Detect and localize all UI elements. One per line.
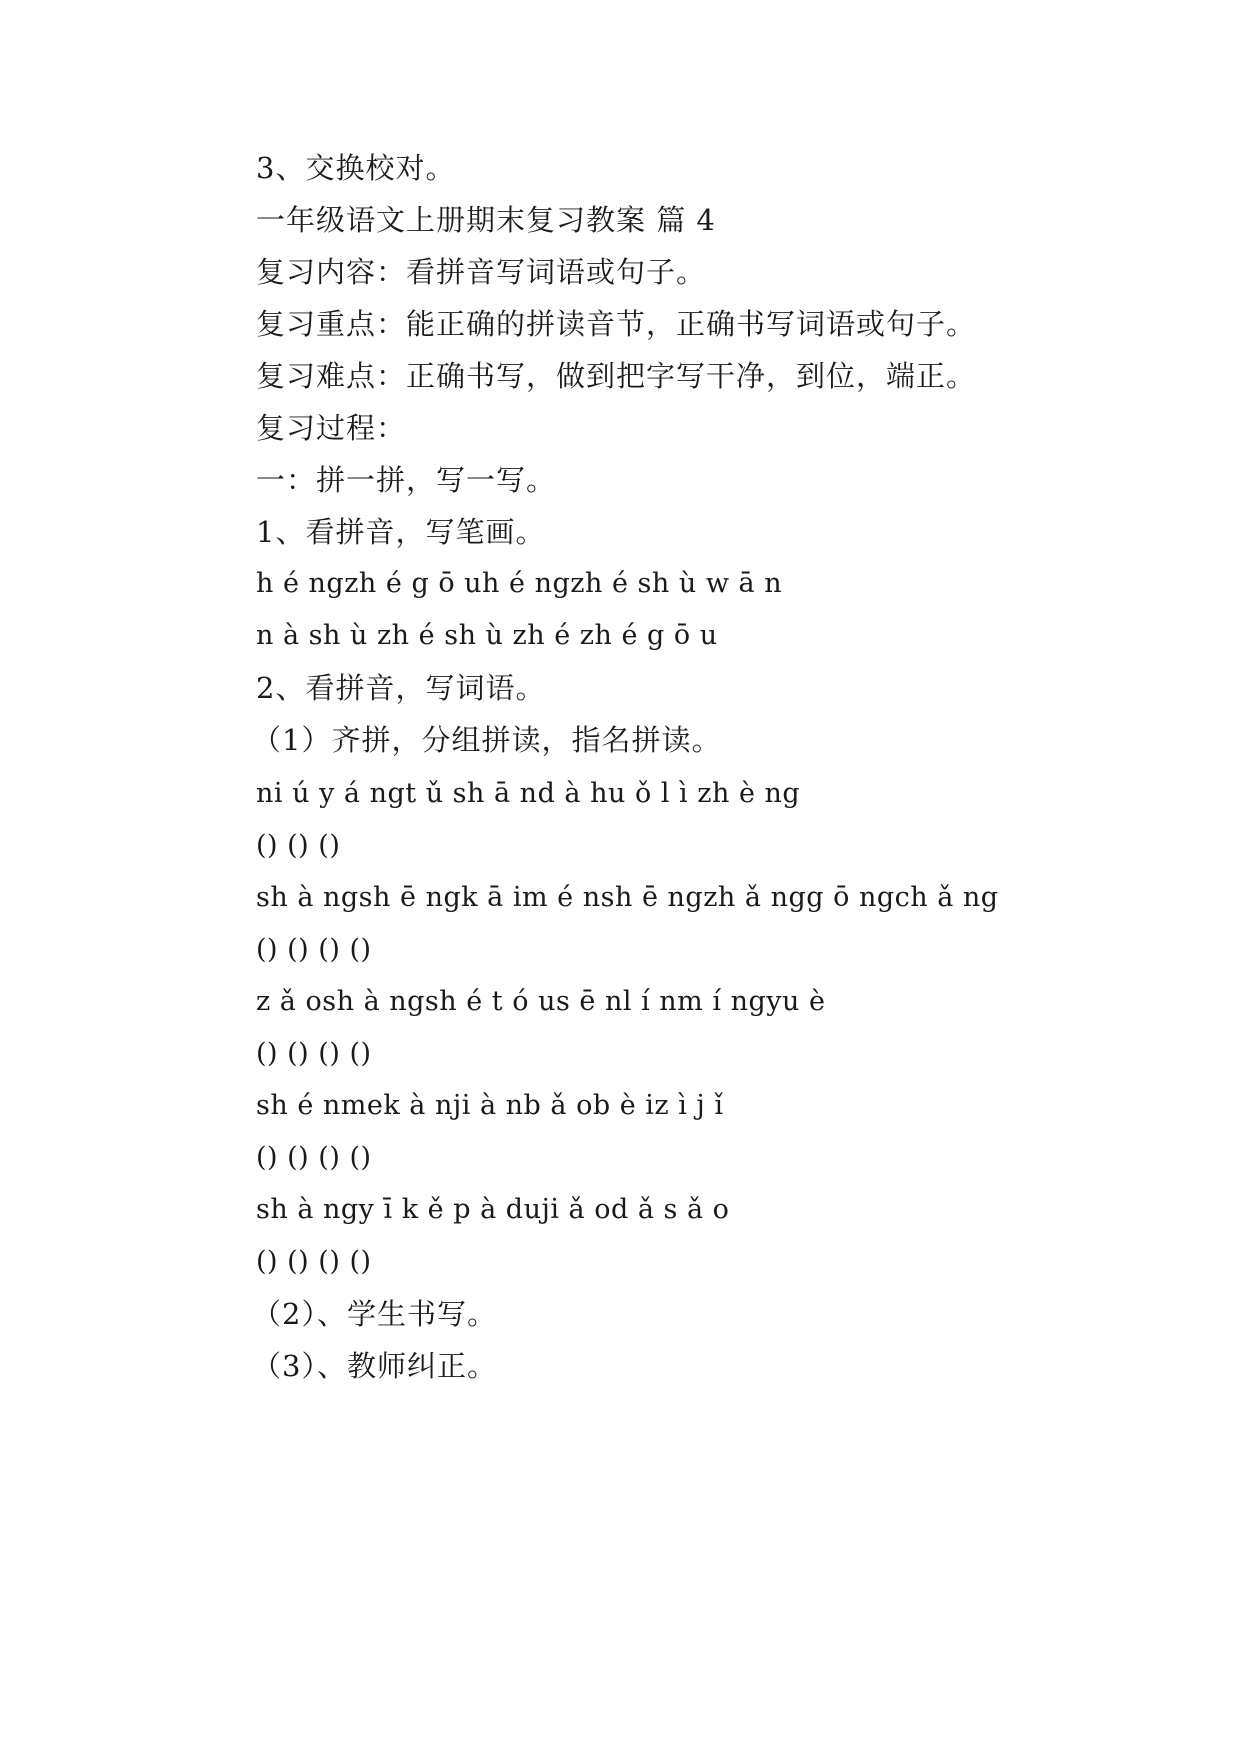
pinyin-words-line-4: sh é nmek à nji à nb ǎ ob è iz ì j ǐ (256, 1090, 724, 1121)
review-process-heading: 复习过程： (256, 411, 407, 445)
review-key-points: 复习重点：能正确的拼读音节，正确书写词语或句子。 (256, 307, 977, 341)
exercise-1-heading: 1、看拼音，写笔画。 (256, 515, 546, 549)
step-1-reading: （1）齐拼，分组拼读，指名拼读。 (252, 723, 722, 757)
step-3-exchange-check: 3、交换校对。 (256, 151, 456, 185)
step-3-teacher-correction: （3）、教师纠正。 (252, 1349, 497, 1383)
review-difficulties: 复习难点：正确书写，做到把字写干净，到位，端正。 (256, 359, 977, 393)
lesson-title: 一年级语文上册期末复习教案 篇 4 (256, 203, 716, 237)
section-one-heading: 一：拼一拼，写一写。 (256, 463, 557, 497)
answer-blanks-3: () () () () (256, 1038, 372, 1069)
pinyin-strokes-line-2: n à sh ù zh é sh ù zh é zh é g ō u (256, 620, 718, 651)
answer-blanks-5: () () () () (256, 1246, 372, 1277)
answer-blanks-2: () () () () (256, 934, 372, 965)
exercise-2-heading: 2、看拼音，写词语。 (256, 671, 546, 705)
review-content: 复习内容：看拼音写词语或句子。 (256, 255, 707, 289)
pinyin-words-line-1: ni ú y á ngt ǔ sh ā nd à hu ǒ l ì zh è ng (256, 778, 801, 809)
pinyin-words-line-2: sh à ngsh ē ngk ā im é nsh ē ngzh ǎ ngg ō ngch ǎ ng (256, 882, 999, 913)
pinyin-strokes-line-1: h é ngzh é g ō uh é ngzh é sh ù w ā n (256, 568, 783, 599)
step-2-student-writing: （2）、学生书写。 (252, 1297, 497, 1331)
pinyin-words-line-3: z ǎ osh à ngsh é t ó us ē nl í nm í ngyu è (256, 986, 826, 1017)
answer-blanks-4: () () () () (256, 1142, 372, 1173)
pinyin-words-line-5: sh à ngy ī k ě p à duji ǎ od ǎ s ǎ o (256, 1194, 730, 1225)
answer-blanks-1: () () () (256, 830, 341, 861)
